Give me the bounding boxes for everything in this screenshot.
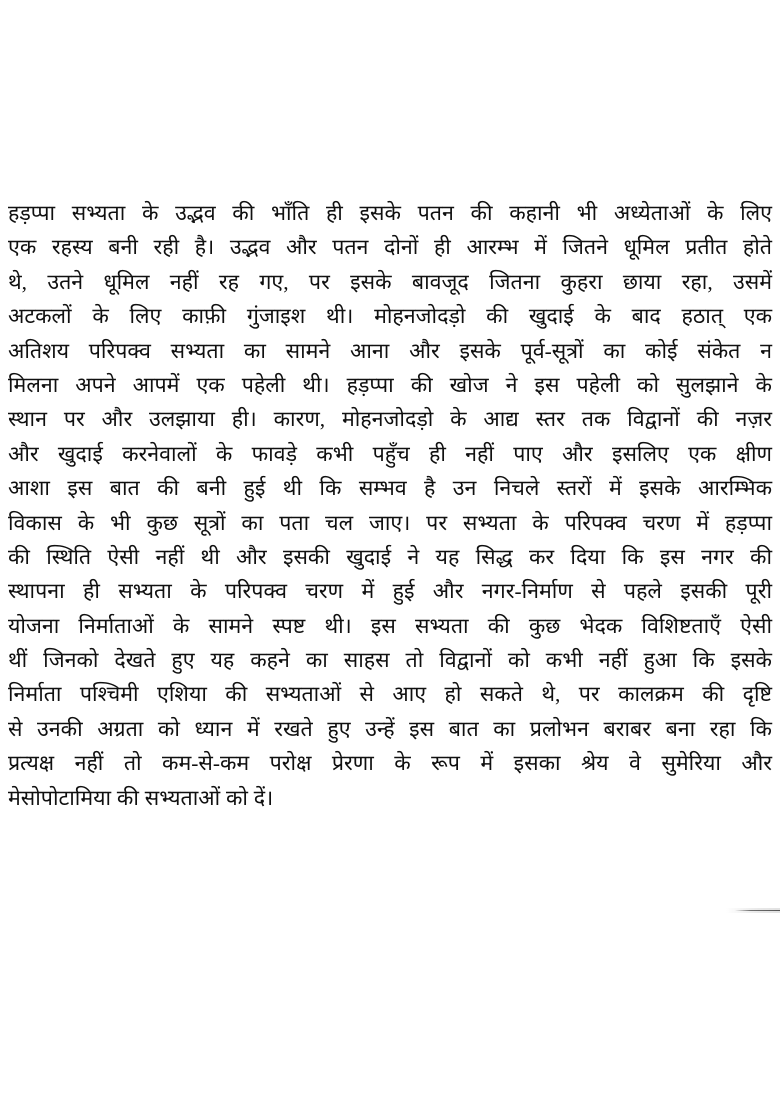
text-line: आशा इस बात की बनी हुई थी कि सम्भव है उन निचले स्तरों में इसके आरम्भिक: [8, 476, 772, 501]
text-line: अटकलों के लिए काफ़ी गुंजाइश थी। मोहनजोदड़ो की खुदाई के बाद हठात् एक: [8, 304, 772, 329]
text-line: मेसोपोटामिया की सभ्यताओं को दें।: [8, 785, 274, 810]
text-line: से उनकी अग्रता को ध्यान में रखते हुए उन्हें इस बात का प्रलोभन बराबर बना रहा कि: [8, 716, 772, 741]
text-line: और खुदाई करनेवालों के फावड़े कभी पहुँच ही नहीं पाए और इसलिए एक क्षीण: [8, 441, 772, 466]
page-top-margin: [0, 0, 780, 188]
text-line: योजना निर्माताओं के सामने स्पष्ट थी। इस सभ्यता की कुछ भेदक विशिष्टताएँ ऐसी: [8, 613, 772, 638]
text-line: थे, उतने धूमिल नहीं रह गए, पर इसके बावजूद जितना कुहरा छाया रहा, उसमें: [8, 269, 772, 294]
text-line: थीं जिनको देखते हुए यह कहने का साहस तो विद्वानों को कभी नहीं हुआ कि इसके: [8, 648, 772, 673]
text-line: निर्माता पश्चिमी एशिया की सभ्यताओं से आए हो सकते थे, पर कालक्रम की दृष्टि: [8, 682, 772, 707]
text-line: की स्थिति ऐसी नहीं थी और इसकी खुदाई ने यह सिद्ध कर दिया कि इस नगर की: [8, 544, 772, 569]
page-bottom-margin: [0, 912, 780, 1108]
text-line: एक रहस्य बनी रही है। उद्भव और पतन दोनों ही आरम्भ में जितने धूमिल प्रतीत होते: [8, 235, 772, 260]
body-text-block: [8, 196, 772, 815]
text-line: प्रत्यक्ष नहीं तो कम-से-कम परोक्ष प्रेरणा के रूप में इसका श्रेय वे सुमेरिया और: [8, 751, 772, 776]
text-line: अतिशय परिपक्व सभ्यता का सामने आना और इसके पूर्व-सूत्रों का कोई संकेत न: [8, 338, 772, 363]
scan-artifact-line: [735, 910, 780, 911]
text-line: हड़प्पा सभ्यता के उद्भव की भाँति ही इसके पतन की कहानी भी अध्येताओं के लिए: [8, 201, 772, 225]
text-line: विकास के भी कुछ सूत्रों का पता चल जाए। पर सभ्यता के परिपक्व चरण में हड़प्पा: [8, 510, 772, 535]
text-line: मिलना अपने आपमें एक पहेली थी। हड़प्पा की खोज ने इस पहेली को सुलझाने के: [8, 372, 772, 397]
body-paragraph: [8, 196, 772, 815]
text-line: स्थान पर और उलझाया ही। कारण, मोहनजोदड़ो के आद्य स्तर तक विद्वानों की नज़र: [8, 407, 772, 432]
text-line: स्थापना ही सभ्यता के परिपक्व चरण में हुई और नगर-निर्माण से पहले इसकी पूरी: [8, 579, 772, 604]
